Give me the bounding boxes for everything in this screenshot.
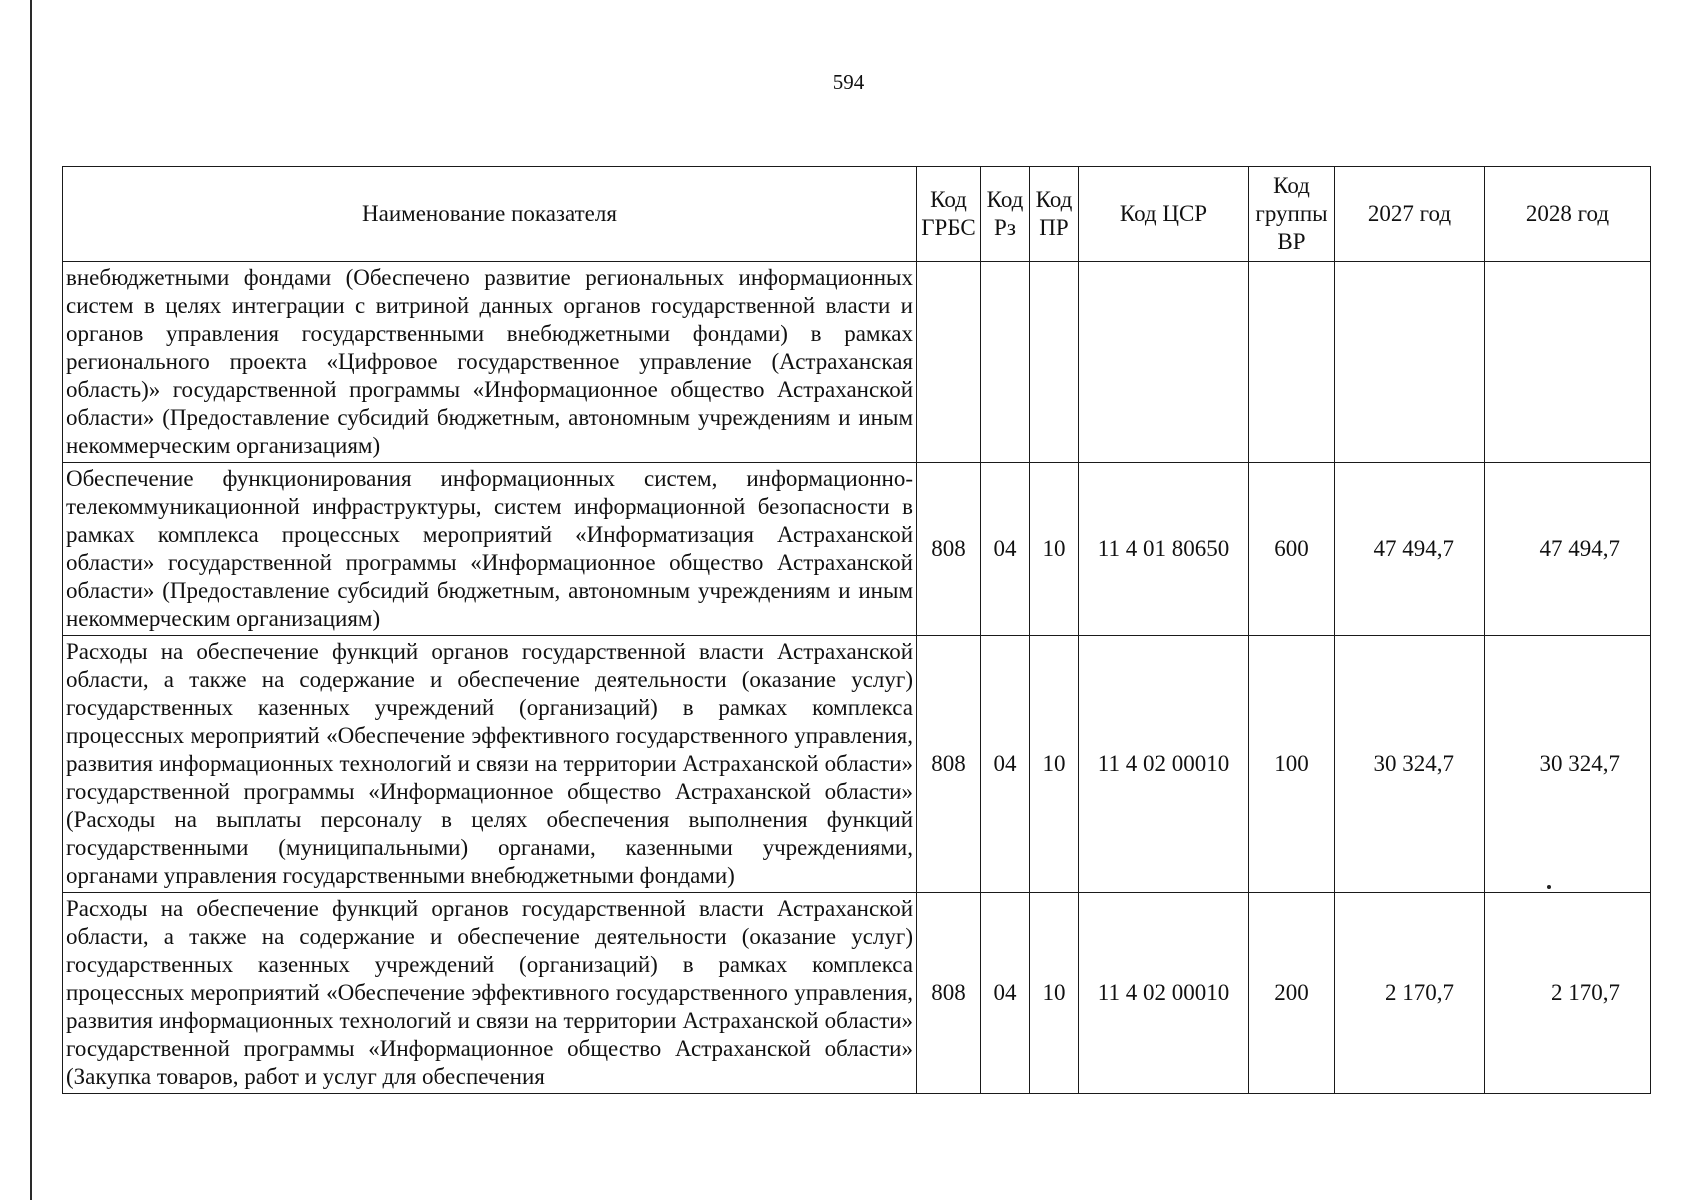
header-name: Наименование показателя xyxy=(63,167,917,262)
row-name: Обеспечение функционирования информационных систем, информационно-телекоммуникационной инфраструктуры, систем информационной безопасности в рамках комплекса процессных мероприятий «Информатизация Астраханской области» государственной программы «Информационное общество Астраханской области» (Предоставление субсидий бюджетным, автономным учреждениям и иным некоммерческим организациям) xyxy=(63,463,917,636)
row-grbs xyxy=(917,262,981,463)
row-csr xyxy=(1079,262,1249,463)
row-vr: 600 xyxy=(1249,463,1335,636)
row-vr: 100 xyxy=(1249,636,1335,893)
row-2028: 47 494,7 xyxy=(1485,463,1651,636)
row-vr xyxy=(1249,262,1335,463)
row-pr xyxy=(1030,262,1079,463)
row-2028: 2 170,7 xyxy=(1485,893,1651,1094)
header-2027: 2027 год xyxy=(1335,167,1485,262)
header-pr: Код ПР xyxy=(1030,167,1079,262)
row-csr: 11 4 01 80650 xyxy=(1079,463,1249,636)
row-grbs: 808 xyxy=(917,463,981,636)
header-csr: Код ЦСР xyxy=(1079,167,1249,262)
row-2027: 30 324,7 xyxy=(1335,636,1485,893)
row-2027: 2 170,7 xyxy=(1335,893,1485,1094)
table-row xyxy=(63,463,1651,636)
header-2028: 2028 год xyxy=(1485,167,1651,262)
row-rz xyxy=(981,262,1030,463)
row-2027 xyxy=(1335,262,1485,463)
header-grbs: Код ГРБС xyxy=(917,167,981,262)
row-rz: 04 xyxy=(981,893,1030,1094)
scan-speck xyxy=(1547,885,1551,889)
row-2028: 30 324,7 xyxy=(1485,636,1651,893)
row-name: Расходы на обеспечение функций органов государственной власти Астраханской области, а также на содержание и обеспечение деятельности (оказание услуг) государственных казенных учреждений (организаций) в рамках комплекса процессных мероприятий «Обеспечение эффективного государственного управления, развития информационных технологий и связи на территории Астраханской области» государственной программы «Информационное общество Астраханской области» (Расходы на выплаты персоналу в целях обеспечения выполнения функций государственными (муниципальными) органами, казенными учреждениями, органами управления государственными внебюджетными фондами) xyxy=(63,636,917,893)
row-csr: 11 4 02 00010 xyxy=(1079,636,1249,893)
header-vr: Код группы ВР xyxy=(1249,167,1335,262)
row-csr: 11 4 02 00010 xyxy=(1079,893,1249,1094)
row-2027: 47 494,7 xyxy=(1335,463,1485,636)
budget-table xyxy=(62,166,1651,1094)
row-rz: 04 xyxy=(981,463,1030,636)
row-pr: 10 xyxy=(1030,893,1079,1094)
table-body xyxy=(63,262,1651,1094)
row-name: Расходы на обеспечение функций органов государственной власти Астраханской области, а также на содержание и обеспечение деятельности (оказание услуг) государственных казенных учреждений (организаций) в рамках комплекса процессных мероприятий «Обеспечение эффективного государственного управления, развития информационных технологий и связи на территории Астраханской области» государственной программы «Информационное общество Астраханской области» (Закупка товаров, работ и услуг для обеспечения xyxy=(63,893,917,1094)
table-row xyxy=(63,893,1651,1094)
row-grbs: 808 xyxy=(917,636,981,893)
row-name: внебюджетными фондами (Обеспечено развитие региональных информационных систем в целях интеграции с витриной данных органов государственной власти и органов управления государственными внебюджетными фондами) в рамках регионального проекта «Цифровое государственное управление (Астраханская область)» государственной программы «Информационное общество Астраханской области» (Предоставление субсидий бюджетным, автономным учреждениям и иным некоммерческим организациям) xyxy=(63,262,917,463)
binding-margin-line xyxy=(30,0,32,1200)
row-2028 xyxy=(1485,262,1651,463)
row-grbs: 808 xyxy=(917,893,981,1094)
row-vr: 200 xyxy=(1249,893,1335,1094)
header-rz: Код Рз xyxy=(981,167,1030,262)
table-header xyxy=(63,167,1651,262)
row-pr: 10 xyxy=(1030,463,1079,636)
table-row xyxy=(63,636,1651,893)
header-row xyxy=(63,167,1651,262)
table-row xyxy=(63,262,1651,463)
row-pr: 10 xyxy=(1030,636,1079,893)
row-rz: 04 xyxy=(981,636,1030,893)
page-number: 594 xyxy=(832,70,865,94)
